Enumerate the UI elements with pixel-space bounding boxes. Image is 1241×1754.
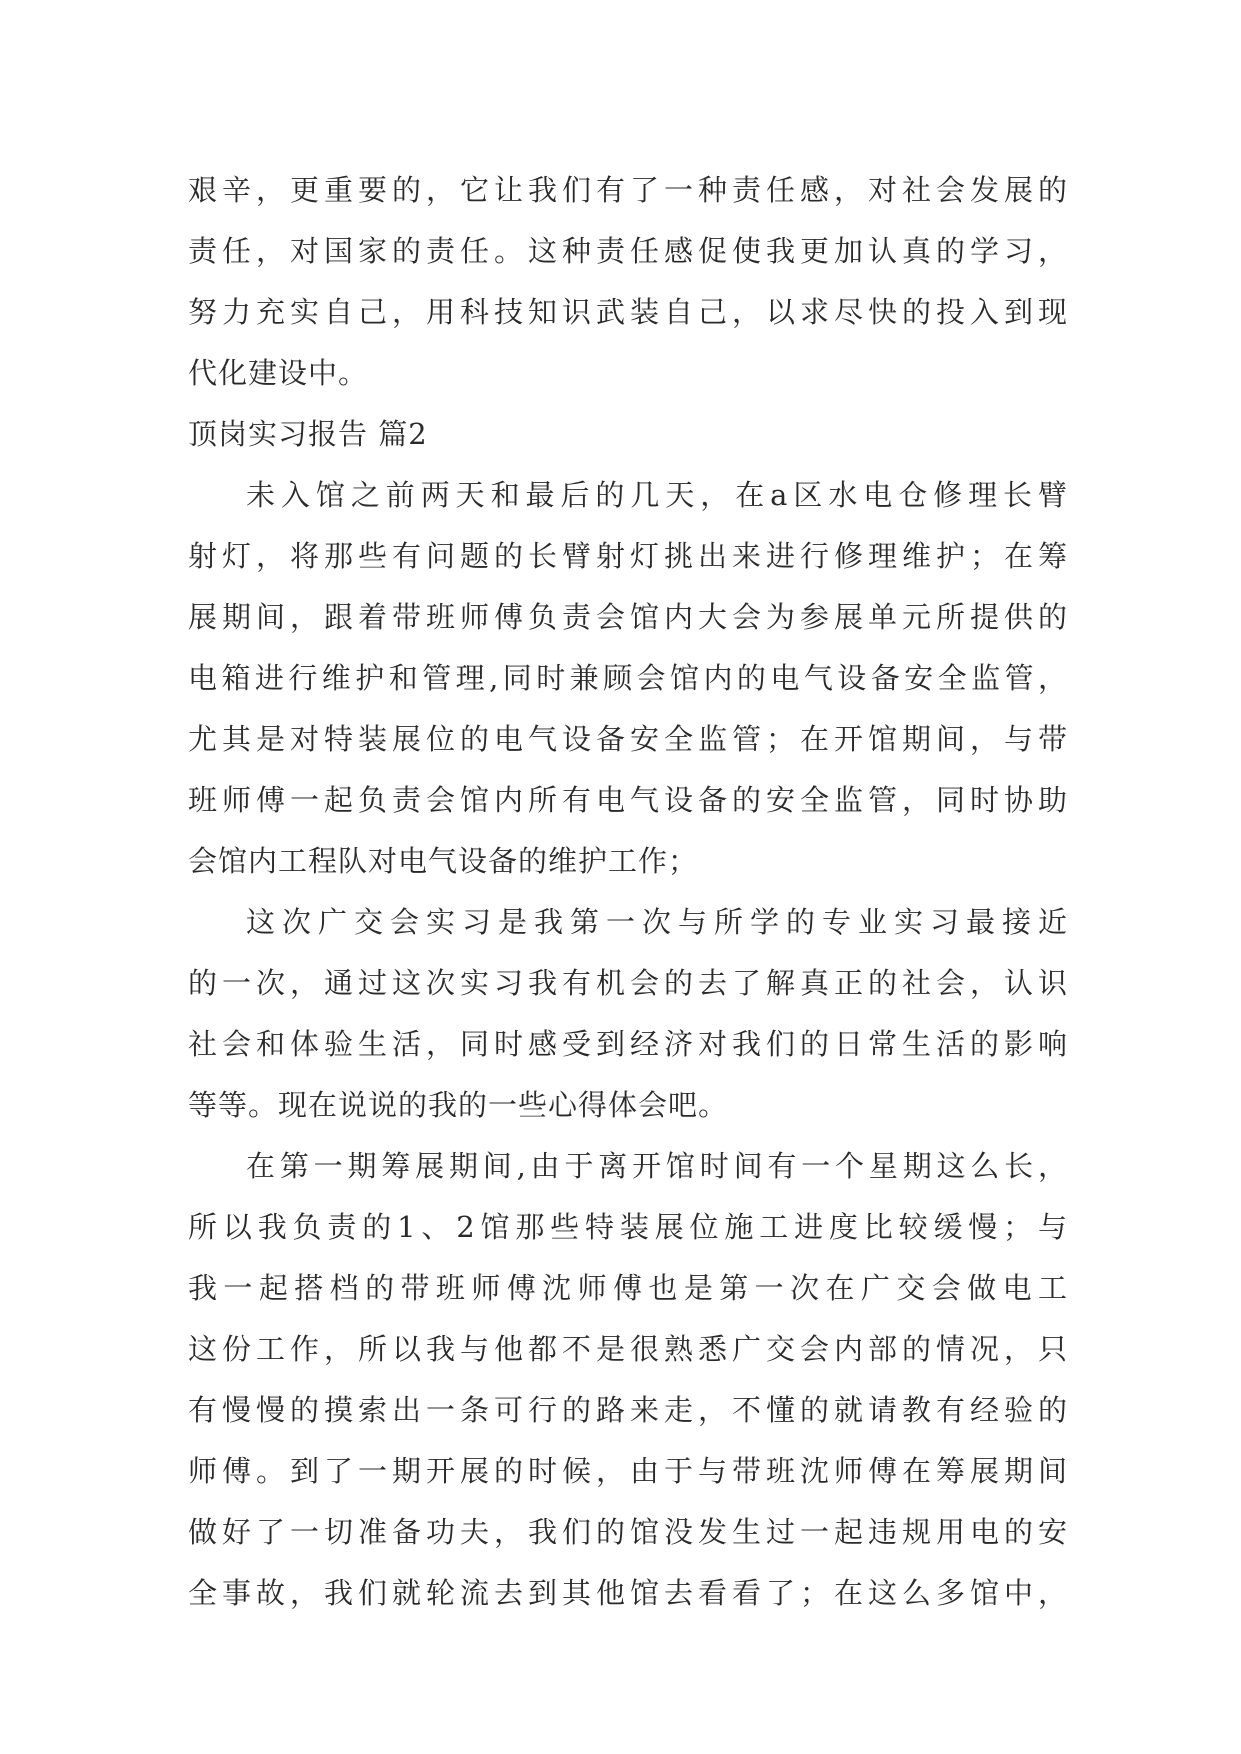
paragraph-1 <box>188 160 1068 404</box>
paragraph-3 <box>188 892 1068 1136</box>
text-line: 责任，对国家的责任。这种责任感促使我更加认真的学习， <box>188 234 1068 268</box>
text-line: 这次广交会实习是我第一次与所学的专业实习最接近 <box>246 905 1068 939</box>
text-line: 等等。现在说说的我的一些心得体会吧。 <box>188 1088 729 1122</box>
text-line: 射灯，将那些有问题的长臂射灯挑出来进行修理维护；在筹 <box>188 539 1068 573</box>
paragraph-4 <box>188 1136 1068 1624</box>
document-body <box>188 160 1068 1624</box>
text-line: 的一次，通过这次实习我有机会的去了解真正的社会，认识 <box>188 966 1068 1000</box>
text-line: 尤其是对特装展位的电气设备安全监管；在开馆期间，与带 <box>188 722 1068 756</box>
text-line: 未入馆之前两天和最后的几天，在a区水电仓修理长臂 <box>246 478 1068 512</box>
text-line: 努力充实自己，用科技知识武装自己，以求尽快的投入到现 <box>188 295 1068 329</box>
text-line: 会馆内工程队对电气设备的维护工作； <box>188 844 699 878</box>
text-line: 这份工作，所以我与他都不是很熟悉广交会内部的情况，只 <box>188 1332 1068 1366</box>
text-line: 展期间，跟着带班师傅负责会馆内大会为参展单元所提供的 <box>188 600 1068 634</box>
text-line: 有慢慢的摸索出一条可行的路来走，不懂的就请教有经验的 <box>188 1393 1068 1427</box>
text-line: 代化建设中。 <box>188 356 369 390</box>
text-line: 全事故，我们就轮流去到其他馆去看看了；在这么多馆中， <box>188 1576 1068 1610</box>
text-line: 做好了一切准备功夫，我们的馆没发生过一起违规用电的安 <box>188 1515 1068 1549</box>
text-line: 艰辛，更重要的，它让我们有了一种责任感，对社会发展的 <box>188 173 1068 207</box>
text-line: 在第一期筹展期间,由于离开馆时间有一个星期这么长， <box>246 1149 1068 1183</box>
paragraph-2 <box>188 465 1068 892</box>
text-line: 社会和体验生活，同时感受到经济对我们的日常生活的影响 <box>188 1027 1068 1061</box>
section-heading: 顶岗实习报告 篇2 <box>188 417 428 451</box>
text-line: 班师傅一起负责会馆内所有电气设备的安全监管，同时协助 <box>188 783 1068 817</box>
text-line: 师傅。到了一期开展的时候，由于与带班沈师傅在筹展期间 <box>188 1454 1068 1488</box>
text-line: 电箱进行维护和管理,同时兼顾会馆内的电气设备安全监管， <box>188 661 1068 695</box>
text-line: 我一起搭档的带班师傅沈师傅也是第一次在广交会做电工 <box>188 1271 1068 1305</box>
text-line: 所以我负责的1、2馆那些特装展位施工进度比较缓慢；与 <box>188 1210 1068 1244</box>
